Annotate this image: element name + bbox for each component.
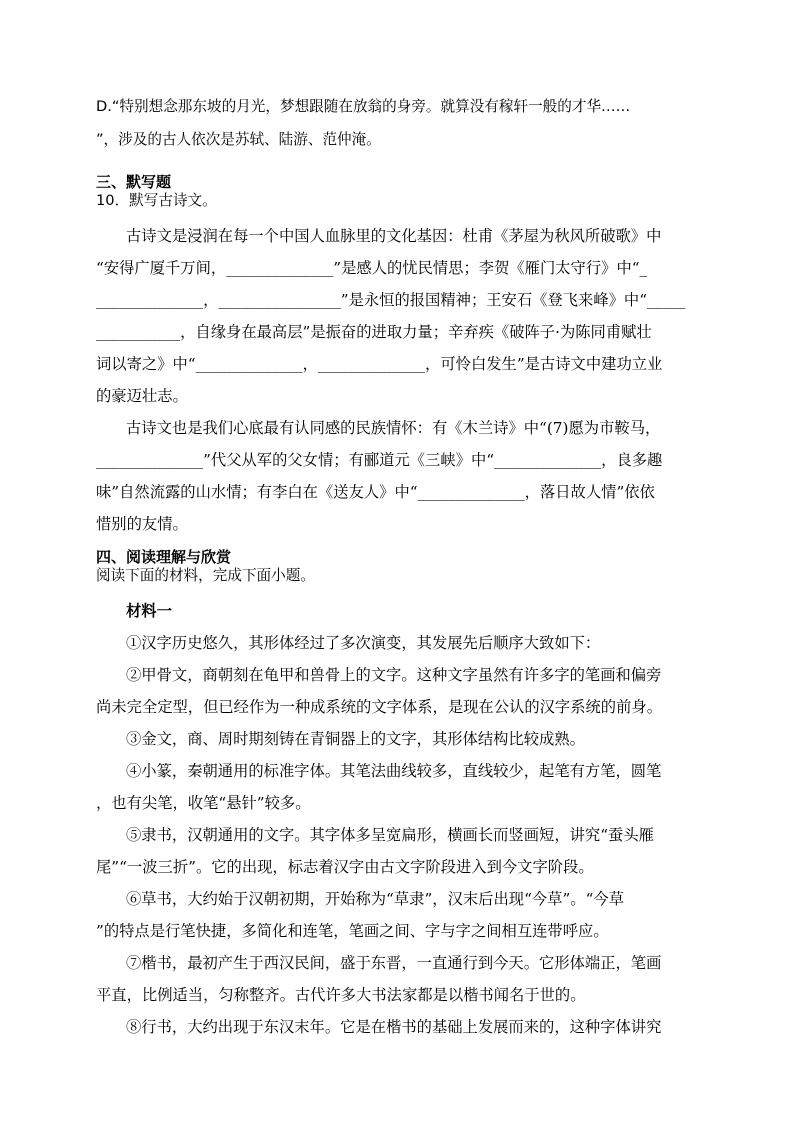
dictation-para1-line: 古诗文是浸润在每一个中国人血脉里的文化基因：杜甫《茅屋为秋风所破歌》中 (126, 227, 662, 245)
material-paragraph-line: ⑥草书，大约始于汉朝初期，开始称为“草隶”，汉末后出现“今草”。“今草 (126, 890, 625, 908)
material-paragraph-line: ”的特点是行笔快捷，多简化和连笔，笔画之间、字与字之间相互连带呼应。 (96, 922, 609, 940)
material-paragraph-line: ②甲骨文，商朝刻在龟甲和兽骨上的文字。这种文字虽然有许多字的笔画和偏旁 (126, 666, 662, 684)
material-paragraph-line: ③金文，商、周时期刻铸在青铜器上的文字，其形体结构比较成熟。 (126, 730, 585, 748)
dictation-para2-line: 古诗文也是我们心底最有认同感的民族情怀：有《木兰诗》中“(7)愿为市鞍马， (126, 419, 661, 437)
question-10-title: 10．默写古诗文。 (96, 192, 217, 209)
material-paragraph-line: 尾”“一波三折”。它的出现，标志着汉字由古文字阶段进入到今文字阶段。 (96, 858, 594, 876)
material-paragraph-line: 平直，比例适当，匀称整齐。古代许多大书法家都是以楷书闻名于世的。 (96, 986, 586, 1004)
dictation-para1-line: 词以寄之》中“______________，______________，可怜白发生”是古诗文中建功立业 (96, 355, 663, 373)
material-paragraph-line: ④小篆，秦朝通用的标准字体。其笔法曲线较多，直线较少，起笔有方笔，圆笔 (126, 762, 662, 780)
material-title: 材料一 (126, 602, 172, 620)
material-paragraph-line: ，也有尖笔，收笔“悬针”较多。 (96, 794, 311, 812)
dictation-para1-line: ______________，________________”是永恒的报国精神；王安石《登飞来峰》中“_____ (96, 291, 686, 309)
dictation-para2-line: 惜别的友情。 (96, 515, 188, 533)
reading-instruction: 阅读下面的材料，完成下面小题。 (96, 567, 315, 584)
dictation-para2-line: ______________”代父从军的父女情；有郦道元《三峡》中“______________，良多趣 (96, 451, 663, 469)
material-paragraph-line: ⑤隶书，汉朝通用的文字。其字体多呈宽扁形，横画长而竖画短，讲究“蚕头雁 (126, 826, 654, 844)
material-paragraph-line: 尚未完全定型，但已经作为一种成系统的文字体系，是现在公认的汉字系统的前身。 (96, 698, 662, 716)
material-paragraph-line: ⑦楷书，最初产生于西汉民间，盛于东晋，一直通行到今天。它形体端正，笔画 (126, 954, 662, 972)
dictation-para2-line: 味”自然流露的山水情；有李白在《送友人》中“______________，落日故人情”依依 (96, 483, 655, 501)
dictation-para1-line: ___________，自缘身在最高层”是振奋的进取力量；辛弃疾《破阵子·为陈同甫赋壮 (96, 323, 652, 341)
dictation-para1-line: “安得广厦千万间，______________”是感人的忧民情思；李贺《雁门太守行》中“_ (96, 259, 648, 277)
section-heading-reading: 四、阅读理解与欣赏 (96, 548, 232, 566)
material-paragraph-line: ⑧行书，大约出现于东汉末年。它是在楷书的基础上发展而来的，这种字体讲究 (126, 1018, 662, 1036)
section-heading-dictation: 三、默写题 (96, 173, 172, 191)
material-paragraph-line: ①汉字历史悠久，其形体经过了多次演变，其发展先后顺序大致如下： (126, 634, 601, 652)
option-d-line-1: D.“特别想念那东坡的月光，梦想跟随在放翁的身旁。就算没有稼轩一般的才华…… (96, 98, 631, 115)
dictation-para1-line: 的豪迈壮志。 (96, 387, 188, 405)
option-d-line-2: ”，涉及的古人依次是苏轼、陆游、范仲淹。 (96, 131, 381, 148)
